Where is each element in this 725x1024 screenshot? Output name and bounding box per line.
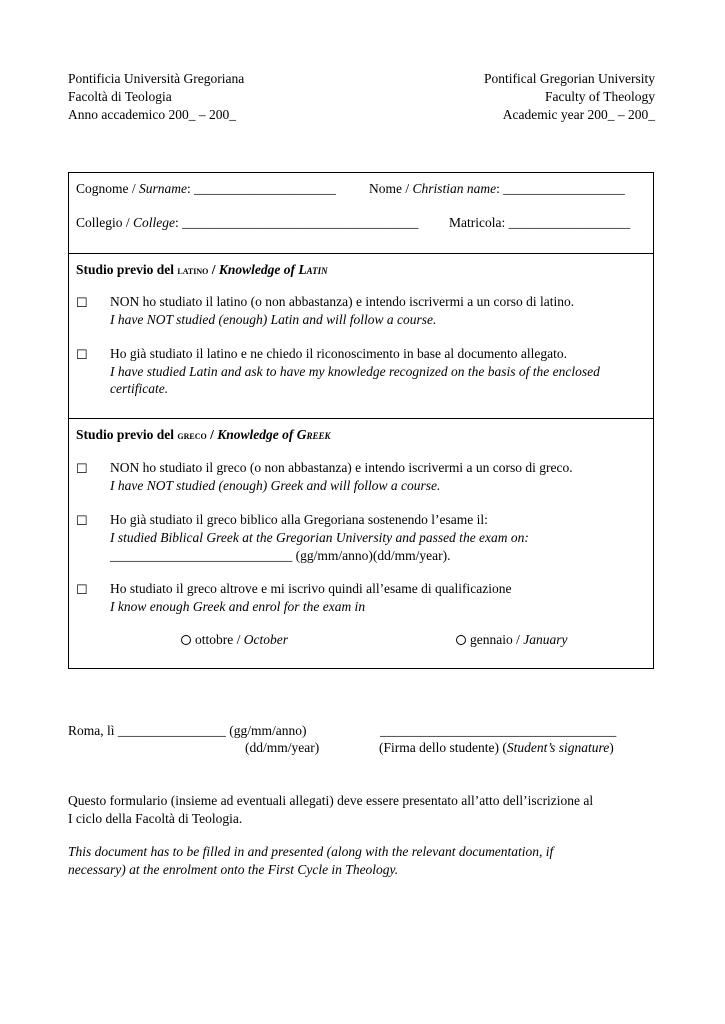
greek-opt1-checkbox[interactable]: ☐ [76, 461, 88, 476]
latin-opt1-checkbox[interactable]: ☐ [76, 295, 88, 310]
latin-opt1-text-it: NON ho studiato il latino (o non abbastanza) e intendo iscrivermi a un corso di latino. [110, 294, 575, 309]
faculty-it: Facoltà di Teologia [68, 89, 172, 104]
signature-label: (Firma dello studente) (Student’s signature) [379, 740, 614, 755]
latin-opt2-text-en: I have studied Latin and ask to have my knowledge recognized on the basis of the enclosed [110, 364, 600, 379]
header-left [68, 70, 244, 124]
greek-heading: Studio previo del greco / Knowledge of Greek [76, 427, 331, 442]
greek-opt2-checkbox[interactable]: ☐ [76, 513, 88, 528]
footer-note-it: Questo formulario (insieme ad eventuali allegati) deve essere presentato all’atto dell’iscrizione al I ciclo della Facoltà di Teologia. [68, 793, 594, 826]
greek-opt3-checkbox[interactable]: ☐ [76, 582, 88, 597]
greek-opt2-text-en: I studied Biblical Greek at the Gregorian University and passed the exam on: [110, 530, 529, 545]
greek-opt3-text-en: I know enough Greek and enrol for the exam in [110, 599, 366, 614]
greek-opt1-text-en: I have NOT studied (enough) Greek and will follow a course. [110, 478, 441, 493]
latin-heading: Studio previo del latino / Knowledge of Latin [76, 262, 328, 277]
surname-field[interactable]: Cognome / Surname: _____________________ [76, 181, 336, 196]
greek-opt3-text-it: Ho studiato il greco altrove e mi iscrivo quindi all’esame di qualificazione [110, 581, 512, 596]
date-format-en: (dd/mm/year) [245, 740, 320, 755]
year-it: Anno accademico 200_ – 200_ [68, 107, 236, 122]
greek-opt2-text-it: Ho già studiato il greco biblico alla Gregoriana sostenendo l’esame il: [110, 512, 488, 527]
radio-circle-icon [181, 635, 191, 645]
year-en: Academic year 200_ – 200_ [502, 107, 655, 122]
faculty-en: Faculty of Theology [545, 89, 655, 104]
january-radio[interactable]: gennaio / January [456, 632, 568, 648]
latin-opt2-text-it: Ho già studiato il latino e ne chiedo il riconoscimento in base al documento allegato. [110, 346, 568, 361]
university-it: Pontificia Università Gregoriana [68, 71, 245, 86]
latin-opt1-text-en: I have NOT studied (enough) Latin and will follow a course. [110, 312, 437, 327]
greek-exam-date-field[interactable]: ___________________________ (gg/mm/anno)(dd/mm/year). [110, 548, 451, 563]
footer-note-en: This document has to be filled in and presented (along with the relevant documentation, if necessary) at the enrolment onto the First Cycle in Theology. [68, 844, 554, 877]
greek-opt1-text-it: NON ho studiato il greco (o non abbastanza) e intendo iscrivermi a un corso di greco. [110, 460, 573, 475]
radio-circle-icon [456, 635, 466, 645]
signature-line[interactable]: ___________________________________ [380, 723, 617, 738]
college-field[interactable]: Collegio / College: ___________________________________ [76, 215, 419, 230]
october-radio[interactable]: ottobre / October [181, 632, 288, 648]
university-en: Pontifical Gregorian University [484, 71, 655, 86]
christian-name-field[interactable]: Nome / Christian name: __________________ [369, 181, 625, 196]
latin-opt2-checkbox[interactable]: ☐ [76, 347, 88, 362]
matricola-field[interactable]: Matricola: __________________ [449, 215, 631, 230]
latin-opt2-text-en-cont: certificate. [110, 381, 169, 396]
place-date-field[interactable]: Roma, lì ________________ (gg/mm/anno) [68, 723, 307, 738]
header-right [484, 70, 655, 124]
